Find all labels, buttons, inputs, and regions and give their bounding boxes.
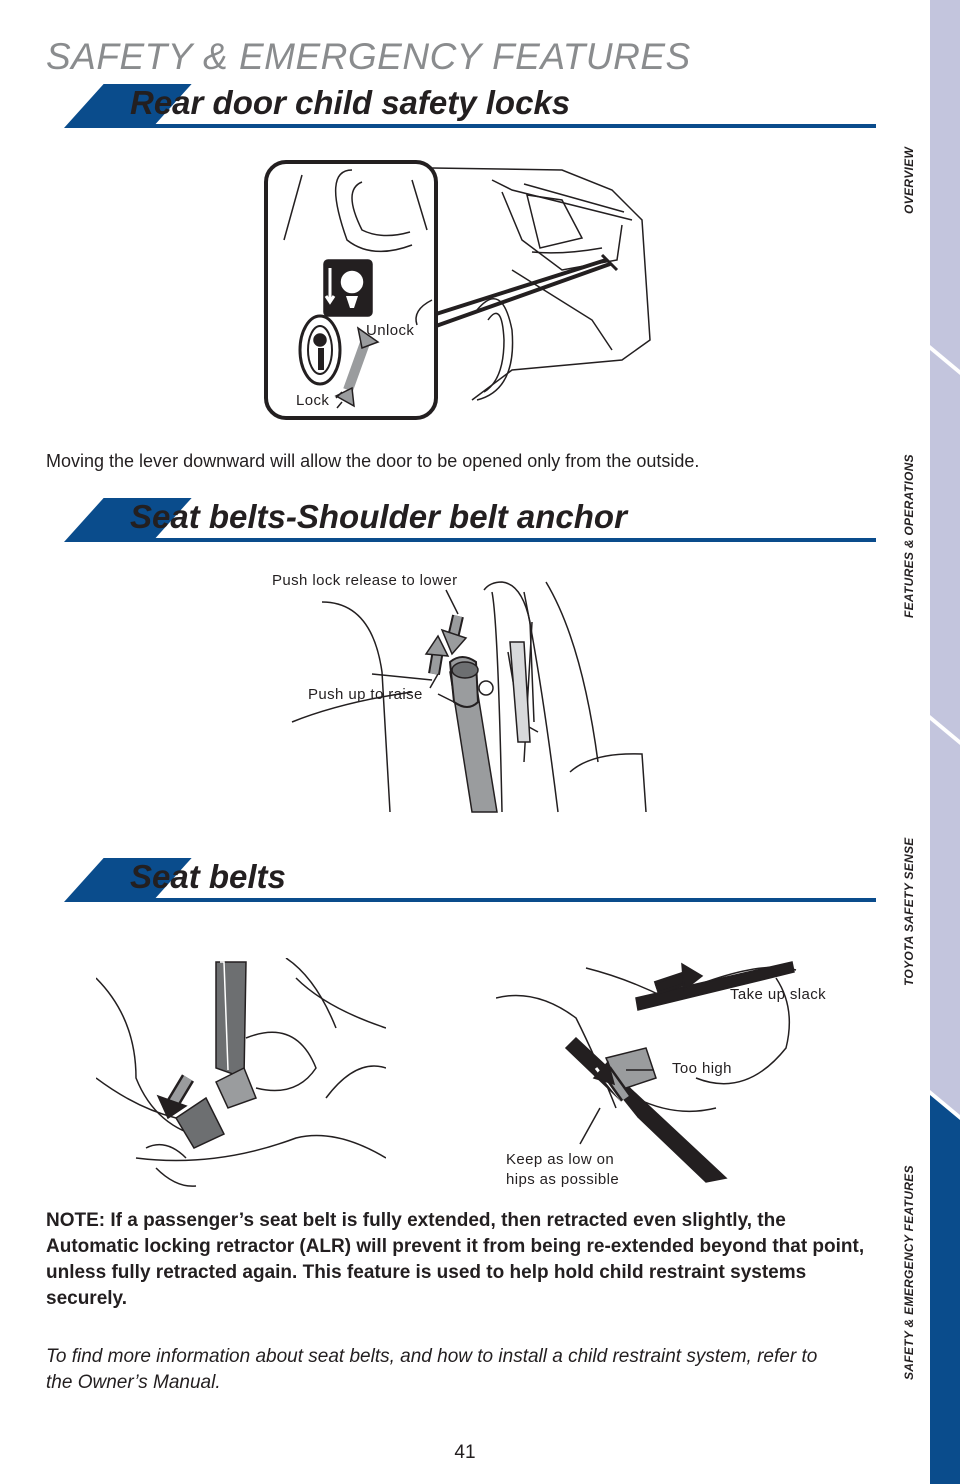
side-nav	[930, 0, 960, 1484]
lock-label: Lock	[296, 392, 330, 409]
child-lock-description: Moving the lever downward will allow the door to be opened only from the outside.	[46, 451, 700, 471]
heading-rule	[100, 124, 876, 128]
section-heading-child-locks	[44, 84, 876, 128]
page-header: SAFETY & EMERGENCY FEATURES	[46, 36, 691, 77]
page-number: 41	[454, 1442, 476, 1463]
side-label-features[interactable]: FEATURES & OPERATIONS	[902, 454, 916, 618]
section-heading-seat-belts	[44, 858, 876, 902]
side-label-safety[interactable]: SAFETY & EMERGENCY FEATURES	[902, 1165, 916, 1380]
raise-label: Push up to raise	[308, 686, 423, 703]
side-tab-safety[interactable]	[930, 1095, 960, 1484]
heading-rule	[100, 898, 876, 902]
unlock-label: Unlock	[366, 322, 415, 339]
side-tab-tss[interactable]	[930, 720, 960, 1115]
keep-low-label: Keep as low on hips as possible	[506, 1151, 620, 1188]
child-lock-illustration	[262, 160, 662, 422]
heading-rule	[100, 538, 876, 542]
lap-belt-illustration	[496, 958, 827, 1188]
lower-label: Push lock release to lower	[272, 572, 458, 589]
side-tab-features[interactable]	[930, 350, 960, 740]
side-label-overview[interactable]: OVERVIEW	[902, 146, 916, 214]
more-info-text: To find more information about seat belts, and how to install a child restraint system, refer to the Owner’s Manual.	[46, 1346, 818, 1393]
shoulder-anchor-illustration	[262, 562, 662, 814]
section-heading-shoulder-anchor	[44, 498, 876, 542]
take-up-slack-label: Take up slack	[730, 986, 827, 1003]
too-high-label: Too high	[672, 1060, 732, 1077]
alr-note: NOTE: If a passenger’s seat belt is fully extended, then retracted even slightly, the Automatic locking retractor (ALR) will prevent it from being re-extended beyond that point, unless fully retracted again. This feature is used to help hold child restraint systems securely.	[46, 1210, 865, 1309]
side-tab-overview[interactable]	[930, 0, 960, 370]
buckle-illustration	[96, 958, 386, 1188]
section-title: Seat belts-Shoulder belt anchor	[130, 498, 627, 535]
section-title: Rear door child safety locks	[130, 84, 571, 121]
side-label-tss[interactable]: TOYOTA SAFETY SENSE	[902, 837, 916, 986]
section-title: Seat belts	[130, 858, 286, 895]
